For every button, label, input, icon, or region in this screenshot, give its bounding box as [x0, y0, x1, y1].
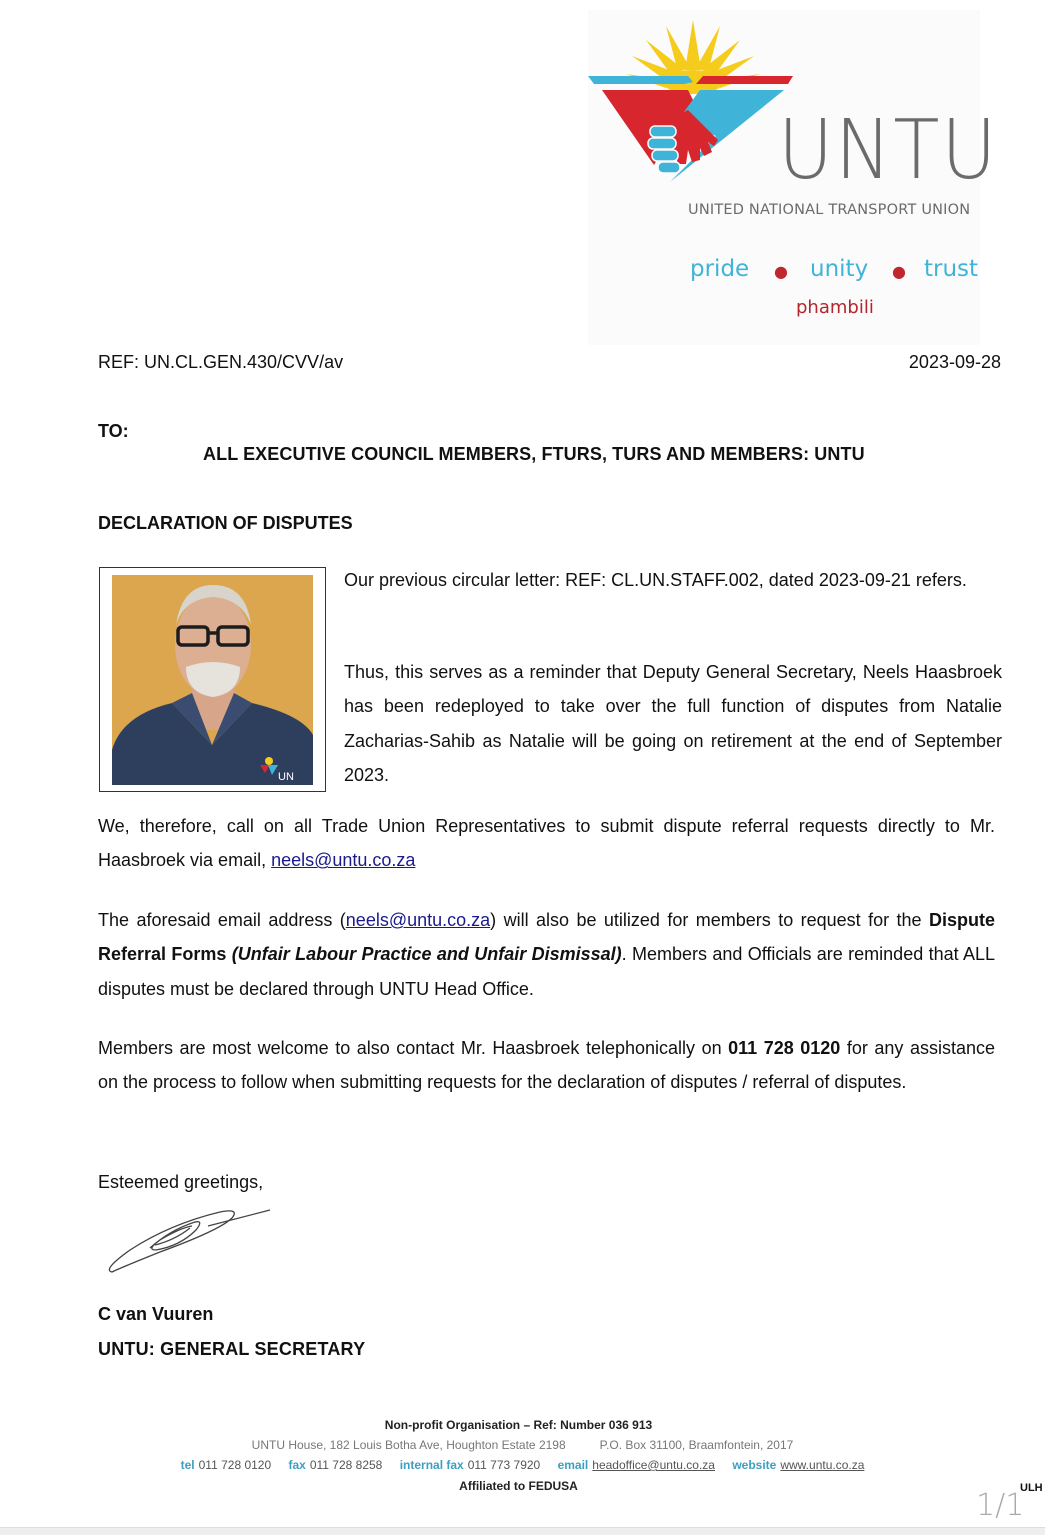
org-full-name: UNITED NATIONAL TRANSPORT UNION	[688, 202, 971, 218]
footer-tel-value: 011 728 0120	[198, 1458, 272, 1472]
reference-number: REF: UN.CL.GEN.430/CVV/av	[98, 352, 344, 372]
email-link-neels[interactable]: neels@untu.co.za	[271, 850, 416, 871]
footer-tel-label: tel	[180, 1458, 195, 1472]
paragraph-reminder: Thus, this serves as a reminder that Deputy General Secretary, Neels Haasbroek has been redeployed to take over the full function of disputes from Natalie Zacharias-Sahib as Natalie will be going on retirement at the end of September 2023.	[344, 662, 1002, 785]
paragraph-submit-requests: We, therefore, call on all Trade Union Representatives to submit dispute referral requests directly to Mr. Haasbroek via email, neels@untu.co.za	[98, 816, 995, 871]
footer-fax-value: 011 728 8258	[309, 1458, 383, 1472]
signer-name: C van Vuuren	[98, 1304, 214, 1324]
signer-title: UNTU: GENERAL SECRETARY	[98, 1339, 366, 1359]
motto-unity: unity	[810, 256, 869, 282]
motto-trust: trust	[924, 256, 979, 282]
handshake-sun-logo-icon	[588, 10, 798, 195]
bold-referral-forms: Dispute Referral Forms	[98, 910, 995, 965]
footer-addresses	[0, 1438, 1045, 1452]
bold-italic-dispute-types: (Unfair Labour Practice and Unfair Dismissal)	[231, 944, 622, 965]
org-acronym: UNTU	[778, 103, 999, 198]
letter-date: 2023-09-28	[908, 352, 1001, 372]
page-indicator: 1/1	[976, 1488, 1025, 1523]
letterhead-logo	[588, 10, 999, 345]
footer-website-link[interactable]: www.untu.co.za	[780, 1458, 865, 1472]
footer-affiliation: Affiliated to FEDUSA	[459, 1479, 578, 1493]
recipients: ALL EXECUTIVE COUNCIL MEMBERS, FTURS, TURS AND MEMBERS: UNTU	[203, 444, 865, 464]
email-link-neels[interactable]: neels@untu.co.za	[345, 910, 491, 930]
portrait-photo	[112, 575, 313, 785]
motto-separator-dot: ●	[774, 262, 788, 281]
svg-text:UN: UN	[278, 771, 294, 783]
footer-physical-address: UNTU House, 182 Louis Botha Ave, Houghton Estate 2198	[251, 1438, 566, 1452]
signature-icon	[100, 1200, 280, 1280]
paragraph-telephone-contact: Members are most welcome to also contact Mr. Haasbroek telephonically on 011 728 0120 for any assistance on the process to follow when submitting requests for the declaration of disputes / referral of disputes.	[98, 1038, 995, 1093]
footer-code: ULH	[1020, 1482, 1043, 1494]
footer-internal-fax-value: 011 773 7920	[467, 1458, 541, 1472]
to-label: TO:	[98, 421, 129, 441]
closing-greeting: Esteemed greetings,	[98, 1172, 264, 1192]
footer-email-label: email	[557, 1458, 589, 1472]
footer-email-link[interactable]: headoffice@untu.co.za	[592, 1458, 715, 1472]
footer-internal-fax-label: internal fax	[399, 1458, 464, 1472]
footer-postal-address: P.O. Box 31100, Braamfontein, 2017	[599, 1438, 794, 1452]
phone-number: 011 728 0120	[728, 1038, 841, 1058]
footer-fax-label: fax	[288, 1458, 306, 1472]
footer-nonprofit-ref: Non-profit Organisation – Ref: Number 036 913	[384, 1418, 653, 1432]
paragraph-referral-forms: The aforesaid email address (neels@untu.co.za) will also be utilized for members to request for the Dispute Referral Forms (Unfair Labour Practice and Unfair Dismissal). Members and Officials are reminded that ALL disputes must be declared through UNTU Head Office.	[98, 910, 995, 999]
footer-website-label: website	[732, 1458, 777, 1472]
tagline: phambili	[796, 297, 874, 318]
motto-separator-dot: ●	[892, 262, 906, 281]
footer-contacts	[0, 1458, 1045, 1472]
paragraph-previous-circular: Our previous circular letter: REF: CL.UN.STAFF.002, dated 2023-09-21 refers.	[344, 570, 967, 590]
subject-heading: DECLARATION OF DISPUTES	[98, 513, 353, 533]
motto-pride: pride	[690, 256, 750, 282]
portrait-photo-frame	[99, 567, 326, 792]
